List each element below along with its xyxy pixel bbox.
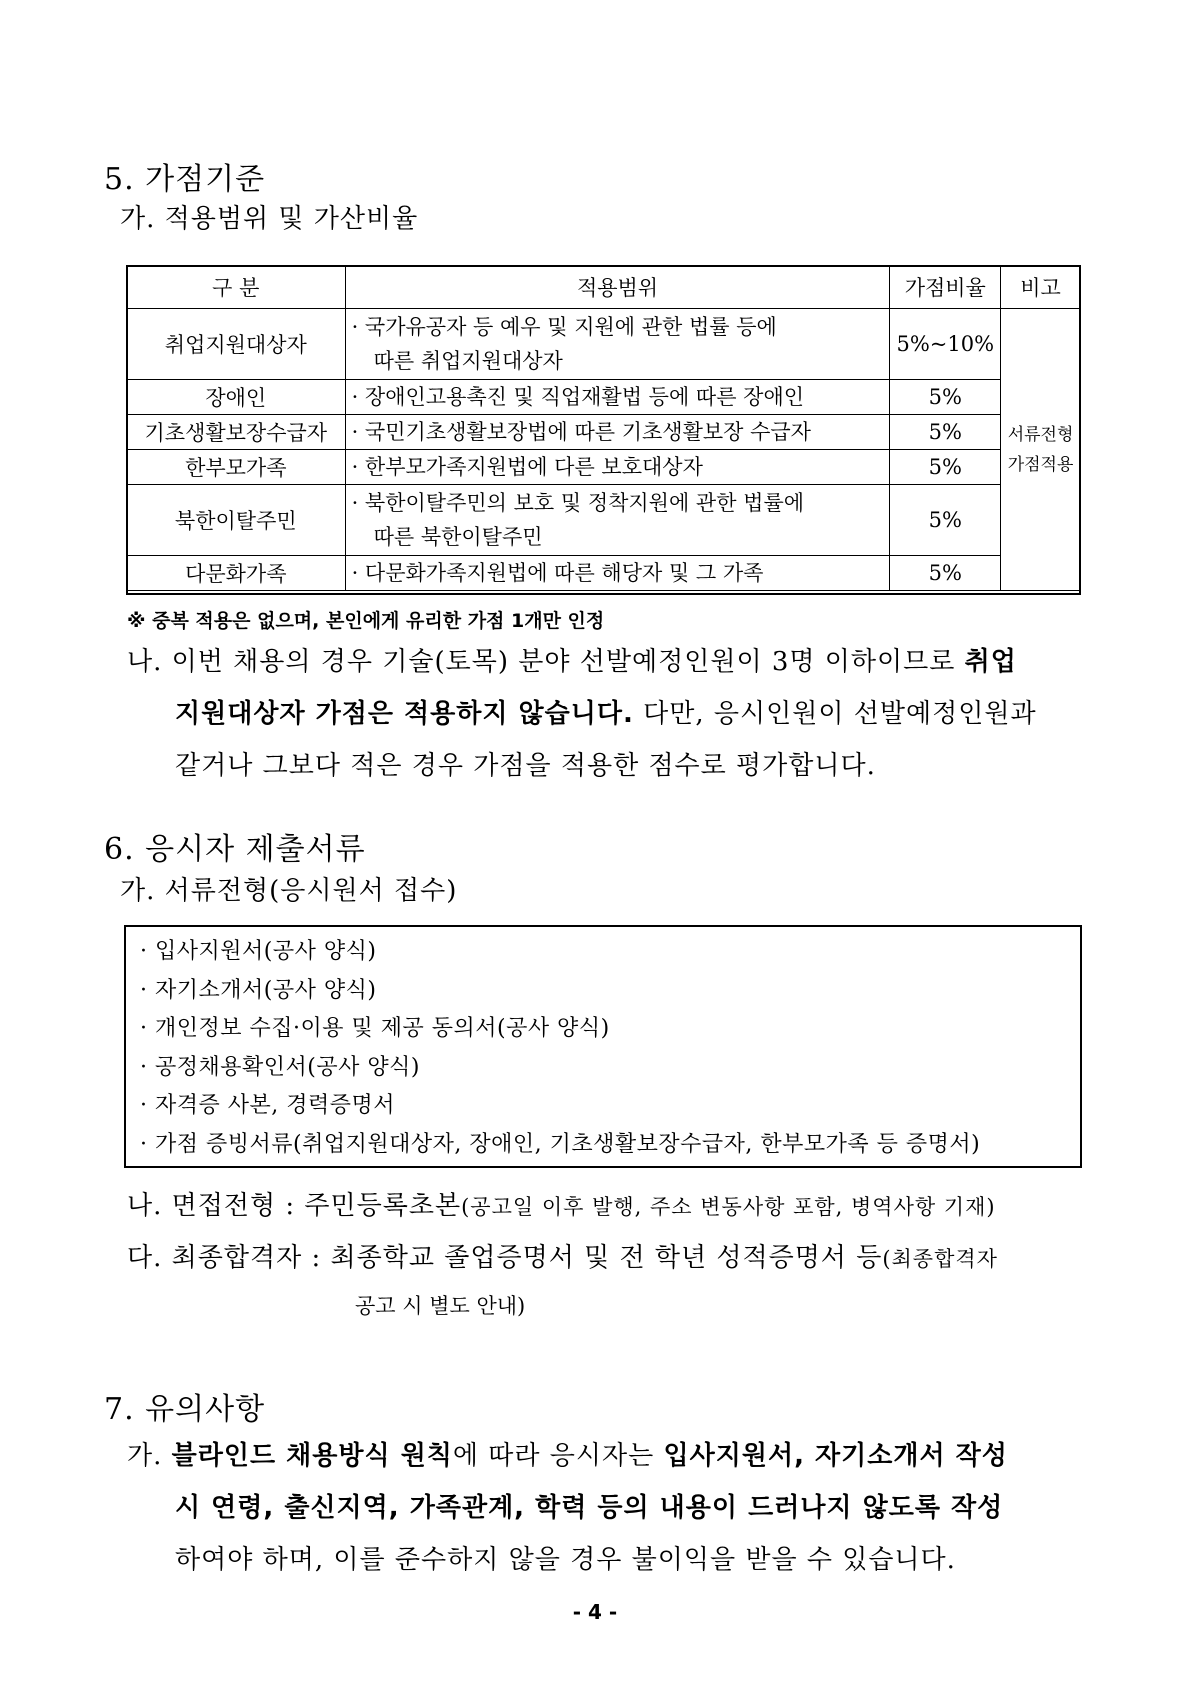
table-row <box>127 380 1081 415</box>
header-category: 구 분 <box>127 266 346 309</box>
item-c-label: 다. 최종합격자 : 최종학교 졸업증명서 및 전 학년 성적증명서 등 <box>127 1243 883 1273</box>
section-6-title: 6. 응시자 제출서류 <box>104 832 366 867</box>
section-6-item-c-continuation: 공고 시 별도 안내) <box>355 1294 526 1318</box>
remark-cell <box>1001 309 1081 591</box>
list-item: · 자기소개서(공사 양식) <box>140 977 377 1003</box>
item-b-detail: (공고일 이후 발행, 주소 변동사항 포함, 병역사항 기재) <box>461 1195 996 1219</box>
row-category: 장애인 <box>127 380 346 415</box>
row-category: 한부모가족 <box>127 450 346 485</box>
section-7-paragraph-a <box>127 1430 1097 1586</box>
bonus-criteria-table <box>126 265 1081 591</box>
list-item: · 공정채용확인서(공사 양식) <box>140 1054 420 1080</box>
row-category: 기초생활보장수급자 <box>127 415 346 450</box>
scope-line: 따른 북한이탈주민 <box>373 525 543 549</box>
list-item: · 자격증 사본, 경력증명서 <box>140 1093 395 1118</box>
paragraph-line <box>127 688 1097 740</box>
item-b-label: 나. 면접전형 : 주민등록초본 <box>127 1191 462 1221</box>
scope-line: · 국가유공자 등 예우 및 지원에 관한 법률 등에 <box>351 315 777 339</box>
section-5-subtitle-a: 가. 적용범위 및 가산비율 <box>120 204 419 234</box>
scope-line: · 북한이탈주민의 보호 및 정착지원에 관한 법률에 <box>351 491 805 515</box>
paragraph-line: 하여야 하며, 이를 준수하지 않을 경우 불이익을 받을 수 있습니다. <box>175 1545 956 1575</box>
table-row <box>127 309 1081 380</box>
row-category: 북한이탈주민 <box>127 485 346 556</box>
bold-span: 입사지원서, 자기소개서 작성 <box>663 1441 1008 1471</box>
table-row <box>127 485 1081 556</box>
row-rate: 5%~10% <box>890 309 1001 380</box>
item-c-detail: (최종합격자 <box>882 1247 998 1271</box>
text-span: 가. <box>127 1441 172 1471</box>
header-scope: 적용범위 <box>345 266 890 309</box>
bold-span: 시 연령, 출신지역, 가족관계, 학력 등의 내용이 드러나지 않도록 작성 <box>175 1493 1004 1523</box>
section-5-title: 5. 가점기준 <box>104 162 266 197</box>
paragraph-line <box>127 1430 1097 1482</box>
row-scope: · 다문화가족지원법에 따른 해당자 및 그 가족 <box>345 556 890 591</box>
required-documents-box <box>124 925 1082 1168</box>
table-row <box>127 415 1081 450</box>
documents-list <box>126 927 1080 1164</box>
row-rate: 5% <box>890 380 1001 415</box>
text-span: 에 따라 응시자는 <box>452 1441 664 1471</box>
paragraph-line: 같거나 그보다 적은 경우 가점을 적용한 점수로 평가합니다. <box>175 751 876 781</box>
text-span: 나. 이번 채용의 경우 기술(토목) 분야 선발예정인원이 3명 이하이므로 <box>127 647 965 677</box>
list-item: · 가점 증빙서류(취업지원대상자, 장애인, 기초생활보장수급자, 한부모가족 등 증명서) <box>140 1131 981 1157</box>
bold-span: 지원대상자 가점은 적용하지 않습니다. <box>175 699 634 729</box>
row-scope <box>345 309 890 380</box>
section-6-item-b <box>127 1180 996 1233</box>
text-span: 다만, 응시인원이 선발예정인원과 <box>633 699 1037 729</box>
remark-line: 서류전형 <box>1007 424 1074 445</box>
list-item: · 개인정보 수집·이용 및 제공 동의서(공사 양식) <box>140 1016 610 1041</box>
row-rate: 5% <box>890 415 1001 450</box>
bold-span: 취업 <box>964 647 1017 677</box>
scope-line: 따른 취업지원대상자 <box>373 349 563 373</box>
row-category: 취업지원대상자 <box>127 309 346 380</box>
row-rate: 5% <box>890 450 1001 485</box>
table-row <box>127 556 1081 591</box>
row-rate: 5% <box>890 556 1001 591</box>
row-scope: · 한부모가족지원법에 다른 보호대상자 <box>345 450 890 485</box>
row-scope: · 장애인고용촉진 및 직업재활법 등에 따른 장애인 <box>345 380 890 415</box>
row-scope: · 국민기초생활보장법에 따른 기초생활보장 수급자 <box>345 415 890 450</box>
duplicate-note: ※ 중복 적용은 없으며, 본인에게 유리한 가점 1개만 인정 <box>127 610 605 632</box>
row-rate: 5% <box>890 485 1001 556</box>
section-6-subtitle-a: 가. 서류전형(응시원서 접수) <box>120 876 458 906</box>
row-category: 다문화가족 <box>127 556 346 591</box>
table-row <box>127 450 1081 485</box>
section-7-title: 7. 유의사항 <box>104 1392 266 1427</box>
page-number: - 4 - <box>572 1600 618 1624</box>
header-rate: 가점비율 <box>890 266 1001 309</box>
paragraph-line <box>127 636 1097 688</box>
list-item: · 입사지원서(공사 양식) <box>140 939 377 964</box>
section-5-paragraph-b <box>127 636 1097 792</box>
remark-line: 가점적용 <box>1007 454 1074 475</box>
table-header-row <box>127 266 1081 309</box>
row-scope <box>345 485 890 556</box>
paragraph-line <box>127 1482 1097 1534</box>
bold-span: 블라인드 채용방식 원칙 <box>171 1441 453 1471</box>
section-6-item-c <box>127 1232 998 1285</box>
header-remark: 비고 <box>1001 266 1081 309</box>
